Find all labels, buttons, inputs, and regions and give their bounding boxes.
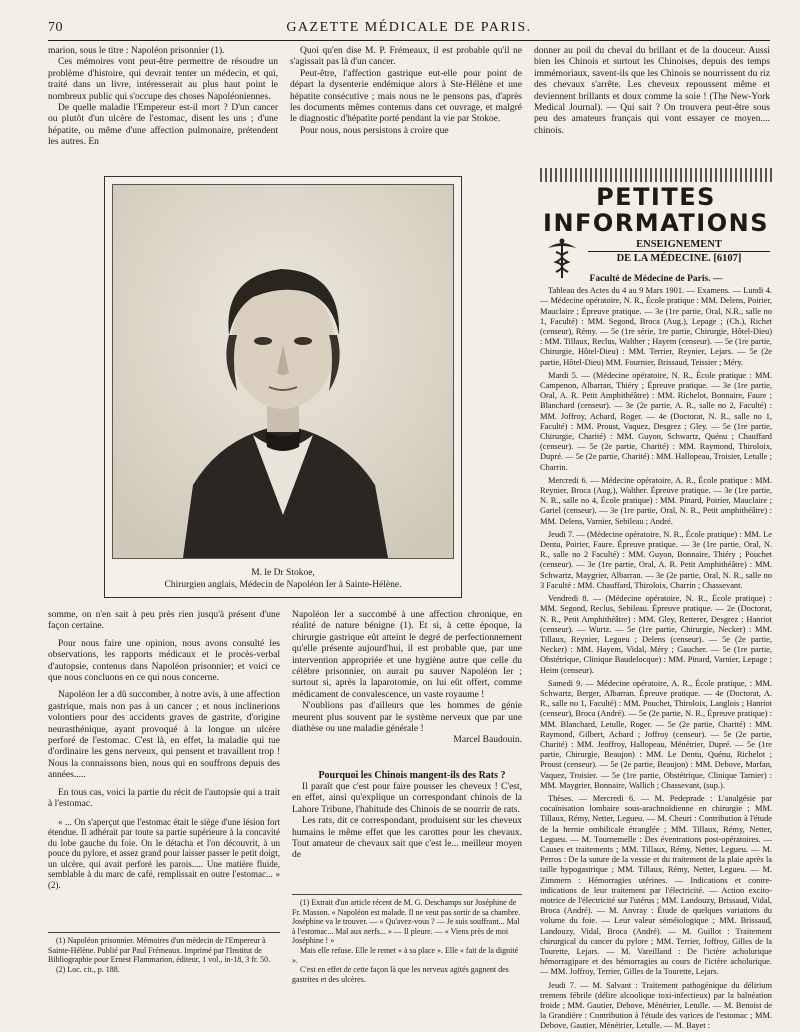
author-signature: Marcel Baudouin.	[453, 735, 522, 746]
paragraph: somme, on n'en sait à peu près rien jusqu'à présent d'une façon certaine.	[48, 610, 280, 632]
figure-caption	[105, 567, 461, 591]
paragraph: Il paraît que c'est pour faire pousser les cheveux ! C'est, en effet, ainsi qu'explique un correspondant chinois de la Lahore Tribune, l'habitude des Chinois de se nourrir de rats.	[292, 782, 522, 815]
caption-name: M. le Dr Stokoe,	[251, 568, 315, 578]
footnote: (1) Napoléon prisonnier. Mémoires d'un médecin de l'Empereur à Sainte-Hélène. Publié par Paul Frémeaux. Imprimé par l'Institut de Bibliographie pour Ernest Flammarion, éditeur, 1 vol., in-18, 3 fr. 50.	[48, 936, 271, 965]
paragraph: donner au poil du cheval du brillant et de la douceur. Aussi bien les Chinois et surtout les Chinoises, depuis des temps immémoriaux, savent-ils que les Chinois se nourrissent du riz des chevaux s'arrête. Les cheveux repoussent même et deviennent brillants et doux comme la soie ! (The New-York Medical Journal). — Qui sait ? On trouvera peut-être sous peu des amateurs français qui vont essayer ce moyen.... chinois.	[534, 46, 770, 136]
column-2-bottom	[292, 610, 522, 762]
running-header	[48, 18, 770, 41]
paragraph: Mardi 5. — (Médecine opératoire, N. R., École pratique : MM. Campenon, Albarran, Thiéry ; Épreuve pratique. — 3e (1re partie, Oral, A. R. Petit Amphithéâtre) : MM. Richelot, Bonnaire, Faure ; Blanchard (censeur). — 3e (2e partie, A. R., salle no 2, Faculté) : MM. Joffroy, Achard, Roger. — 4e (Doctorat, N. R., salle no 1, Faculté) : MM. Proust, Vaquez, Desgrez ; Gley. — 5e (1re partie, Chirurgie, Charité) : MM. Guyon, Schwartz, Quénu ; Chauffard (censeur). — 5e (2e partie, Charité) : MM. Raymond, Thiroloix, Dupré. — 5e (2e partie, Charité) : MM. Hallopeau, Troisier, Letulle ; Charrin.	[540, 370, 772, 472]
paragraph: Mercredi 6. — Médecine opératoire, A. R., École pratique : MM. Reynier, Broca (Aug.), Walther. Épreuve pratique. — 3e (1re partie, N. R., salle no 4, École pratique) : MM. Pinard, Poirier, Mauclaire ; Gariel (censeur). — 3e (1re partie, Oral, N. R., Petit amphithéâtre) : MM. Delens, Varnier, Sebileau ; André.	[540, 475, 772, 526]
article-subhead: Pourquoi les Chinois mangent-ils des Rats ?	[318, 770, 506, 781]
paragraph: Samedi 9. — Médecine opératoire, A. R., École pratique, : MM. Schwartz, Berger, Albarran. Épreuve pratique. — 4e (Doctorat, A. R., salle no 1, Faculté) : MM. Pouchet, Thiroloix, Langlois ; Hanriot (censeur), Broca (André). — 5e (2e partie, N. R., Épreuve pratique) : MM. Blanchard, Letulle, Roger. — 5e (2e partie, Charité) : MM. Raymond, Gilbert, Achard ; Joffroy (censeur). — 5e (2e partie, Charité) : MM. Jeoffroy, Hallopeau, Ménétrier, Dupré. — 5e (1re partie, Chirurgie, Beaujon) : MM. Le Dentu, Quénu, Richelot ; Proust (censeur). — 5e (2e partie, Beaujon) : MM. Debove, Marfan, Vaquez, Troisier. — 5e (1re partie, Obstétrique, Clinique Tarnier) : MM. Maygrier, Bonnaire, Wallich ; Chassevant, (sup.).	[540, 678, 772, 790]
faculty-title: Faculté de Médecine de Paris. —	[589, 274, 723, 284]
footnote: (1) Extrait d'un article récent de M. G. Deschamps sur Joséphine de Fr. Masson. « Napoléon est malade. Il ne veut pas sortir de sa chambre. Joséphine va le trouver. — « Qu'avez-vous ? — Je suis souffrant... Mal à l'estomac... Mal aux nerfs... » — Il pleure. — « Viens près de moi Joséphine ! »	[292, 898, 521, 946]
section-heading-line-2: DE LA MÉDECINE. [6107]	[616, 253, 742, 264]
banner-line-1: PETITES	[596, 183, 716, 211]
paragraph: Jeudi 7. — M. Salvant : Traitement pathogénique du délirium tremens fébrile (délire alcoolique toxi-infectieux) par la balnéation froide ; MM. Gautier, Debove, Ménétrier, Letulle. — M. Benoist de la Grandière : Contribution à l'étude des varices de l'estomac ; MM. Debove, Gautier, Ménétrier, Letulle. — M. Bayet :	[540, 980, 772, 1031]
rats-article	[292, 770, 522, 890]
column-2-top	[290, 46, 522, 176]
paragraph: Les rats, dit ce correspondant, produisent sur les cheveux humains le même effet que les carottes pour les chevaux. Tout amateur de chevaux sait que c'est le... meilleur moyen de	[292, 816, 522, 861]
paragraph: Jeudi 7. — (Médecine opératoire, N. R., École pratique) : MM. Le Dentu, Poirier, Faure. Épreuve pratique. — 3e (1re partie, Oral, N. R., salle no 2 Faculté) : MM. Guyon, Bonnaire, Thiéry ; Pouchet (censeur). — 3e (1re partie, Oral, A. R. Petit Amphithéâtre) : MM. Schwartz, Maygrier, Albarran. — 3e (2e partie, Oral, N. R., salle no 3 Faculté : MM. Chauffard, Thiroloix, Charrin ; Chassevant.	[540, 529, 772, 590]
page-number: 70	[48, 20, 63, 35]
footnote: (2) Loc. cit., p. 188.	[56, 964, 120, 974]
section-banner	[540, 184, 772, 236]
paragraph: Napoléon Ier a dû succomber, à notre avis, à une affection gastrique, mais non pas à un cancer ; et nous inclinerions volontiers pour des accidents graves de gastrite, d'origine neurasthénique, ayant provoqué à la longue un ulcère perforé de l'estomac. C'est là, en effet, la maladie qui tue d'ordinaire les gens nerveux, qui pensent et travaillent trop ! Nous la connaissons bien, nous qui en souffrons depuis des années.....	[48, 690, 280, 781]
portrait-engraving	[112, 184, 454, 559]
paragraph: Napoléon Ier a succombé à une affection chronique, en réalité de nature bénigne (1). Et si, à cette époque, la chirurgie gastrique eût atteint le degré de perfectionnement qu'elle présente aujourd'hui, il est probable que, par une intervention appropriée et une hygiène autre que celle du célèbre prisonnier, on aurait pu sauver Napoléon Ier ; surtout si, après la laparotomie, on lui eût offert, comme médicament de convalescence, un vaste royaume !	[292, 610, 522, 700]
decorative-border	[540, 168, 772, 182]
portrait-figure	[104, 176, 462, 598]
portrait-illustration	[113, 185, 453, 558]
paragraph: Vendredi 8. — (Médecine opératoire, N. R., École pratique) : MM. Segond, Reclus, Sebileau. Épreuve pratique. — 2e (Doctorat, N. R., Petit Amphithéâtre) : MM. Gley, Retterer, Desgrez ; Hanriot (censeur). — Wurtz. — 5e (1re partie, Chirurgie, Necker) : MM. Tillaux, Reynier, Legueu ; Delens (censeur). — 5e (2e partie, Necker) : MM. Hayem, Vidal, Méry ; Gaucher. — 5e (1re partie, Obstétrique, Clinique Baudelocque) : MM. Pinard, Varnier, Lepage ; Heim (censeur).	[540, 594, 772, 675]
journal-title: GAZETTE MÉDICALE DE PARIS.	[286, 20, 532, 35]
section-heading-line-1: ENSEIGNEMENT	[588, 238, 770, 252]
footnote: Mais elle refuse. Elle le remet « à sa place ». Elle « fait de la dignité ».	[292, 945, 519, 965]
paragraph: N'oublions pas d'ailleurs que les hommes de génie meurent plus souvent par le système nerveux que par une diathèse ou une maladie générale !	[292, 701, 522, 735]
autopsy-quote: « ... On s'aperçut que l'estomac était le siège d'une lésion fort étendue. Il adhérait par toute sa partie supérieure à la concavité du lobe gauche du foie. On le détacha et l'on découvrit, à un pouce du pylore, et assez grand pour laisser passer le petit doigt, un ulcère, qui avait perforé les parois..... Une matière fluide, semblable à du marc de café, remplissait en outre l'estomac... » (2).	[48, 816, 280, 891]
footnote: C'est en effet de cette façon là que les nerveux agités gagnent des gastrites et des ulcères.	[292, 965, 509, 984]
footnotes-column-2	[292, 894, 522, 984]
paragraph: Quoi qu'en dise M. P. Frémeaux, il est probable qu'il ne s'agissait pas là d'un cancer.	[290, 46, 522, 68]
column-3-bottom	[540, 272, 773, 1031]
caption-description: Chirurgien anglais, Médecin de Napoléon Ier à Sainte-Hélène.	[164, 580, 402, 590]
paragraph: Thèses. — Mercredi 6. — M. Pedeprade : L'analgésie par cocaïnisation lombaire sous-arachnoïdienne en chirurgie ; MM. Tillaux, Rémy, Netter, Legueu. — M. Cheuri : Contribution à l'étude de la hernie ombilicale étranglée ; MM. Tillaux, Rémy, Netter, Legueu. — M. Tournemelle : Des éventrations post-opératoires. — Causes et traitements ; MM. Tillaux, Rémy, Netter, Legueu. — M. Perros : De la suture de la vessie et du traitement de la plaie après la taille hypogastrique ; MM. Tillaux, Rémy, Netter, Legueu. — M. Zimmern : Hémorragies utérines. — Indications et contre-indications de leur traitement par l'électricité. — Action excito-motrice de l'électricité sur l'utérus ; MM. Landouzy, Brissaud, Vidal, Broca (André). — M. Anvray : Étude de quelques variations du volume du foie. — Leur valeur séméiologique ; MM. Brissaud, Landouzy, Vidal, Broca (André). — M. Guillot : Traitement chirurgical du cancer du pylore ; MM. Terrier, Joffroy, Gilles de la Tourette, Lejars. — M. Vareilland : De l'ictère acholurique hémorragipare et des hémorragies au cours de l'ictère acholurique. — MM. Joffroy, Terrier, Gilles de la Tourette, Lejars.	[540, 793, 772, 977]
column-1-top	[48, 46, 278, 176]
column-1-bottom	[48, 610, 280, 930]
paragraph: Ces mémoires vont peut-être permettre de résoudre un problème d'histoire, qui devrait tenter un médecin, et qui, traité dans un livre, intéresserait au plus haut point le nombreux public qui s'occupe des choses Napoléoniennes.	[48, 57, 278, 102]
section-heading	[588, 238, 770, 265]
paragraph: Pour nous faire une opinion, nous avons consulté les observations, les rapports médicaux et le procès-verbal d'autopsie, contenus dans Napoléon prisonnier; et voici ce que nous concluons en ce qui nous concerne.	[48, 638, 280, 684]
paragraph: Peut-être, l'affection gastrique eut-elle pour point de départ la dysenterie endémique alors à Ste-Hélène et une hépatite consécutive ; mais nous ne le pensons pas, d'après les documents mêmes contenus dans cet ouvrage, et malgré le diagnostic d'hépatite porté pendant la vie par Stokoe.	[290, 68, 522, 125]
paragraph: Pour nous, nous persistons à croire que	[300, 125, 449, 136]
paragraph: marion, sous le titre : Napoléon prisonnier (1).	[48, 46, 225, 56]
footnotes-column-1	[48, 932, 280, 974]
paragraph: En tous cas, voici la partie du récit de l'autopsie qui a trait à l'estomac.	[48, 787, 280, 810]
banner-line-2: INFORMATIONS	[543, 209, 769, 237]
column-3-top	[534, 46, 770, 166]
paragraph: De quelle maladie l'Empereur est-il mort ? D'un cancer ou plutôt d'un ulcère de l'estomac, disent les uns ; d'une hépatite, ou même d'une affection pulmonaire, prétendent les autres. En	[48, 103, 278, 148]
paragraph: Tableau des Actes du 4 au 9 Mars 1901. — Examens. — Lundi 4. — Médecine opératoire, N. R., École pratique : MM. Delens, Poirier, Mauclaire ; Épreuve pratique. — 3e (1re partie, Oral, N.R., salle no 1, Faculté) : MM. Segond, Broca (Aug.), Lepage ; (Ch.), Richet (censeur), Rémy. — 5e (1re série, 1re partie, Chirurgie, Hôtel-Dieu) : MM. Tillaux, Reclus, Walther ; Hayem (censeur). — 5e (1re partie, Chirurgie, Hôtel-Dieu) : MM. Terrier, Reynier, Lejars. — 5e (2e partie, Hôtel-Dieu) MM. Fournier, Brissaud, Teissier ; Méry.	[540, 286, 773, 367]
